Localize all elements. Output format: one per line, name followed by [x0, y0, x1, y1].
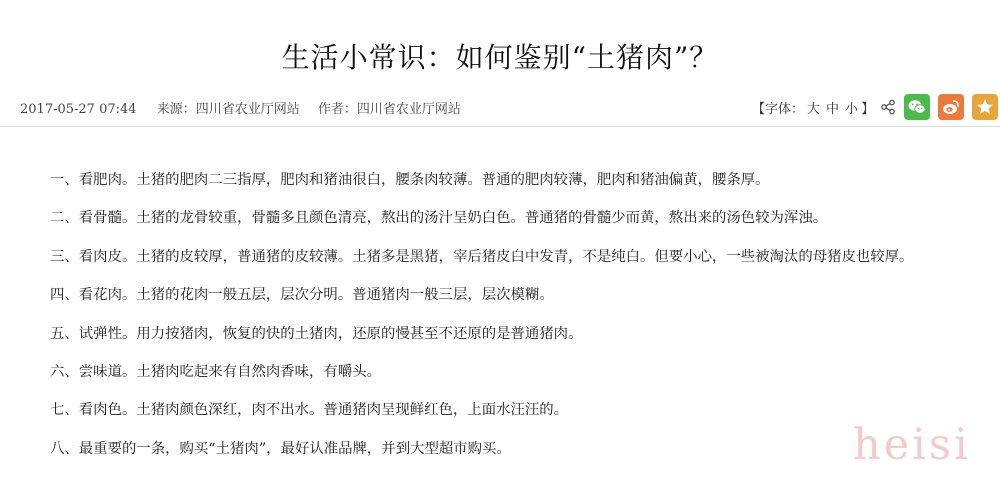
paragraph: 六、尝味道。土猪肉吃起来有自然肉香味，有嚼头。: [50, 363, 381, 380]
paragraph: 四、看花肉。土猪的花肉一般五层，层次分明。普通猪肉一般三层，层次模糊。: [50, 287, 554, 304]
font-size-small-button[interactable]: 小: [845, 101, 859, 117]
font-size-bracket-close: 】: [861, 101, 875, 117]
weibo-icon: [941, 98, 961, 116]
paragraph: 八、最重要的一条，购买“土猪肉”，最好认准品牌，并到大型超市购买。: [50, 440, 511, 457]
watermark: heisi: [853, 420, 971, 470]
font-size-large-button[interactable]: 大: [807, 101, 821, 117]
wechat-share-button[interactable]: [904, 94, 930, 120]
page-title: 生活小常识：如何鉴别“土猪肉”？: [281, 41, 719, 74]
article-body: [50, 171, 990, 478]
paragraph: 一、看肥肉。土猪的肥肉二三指厚，肥肉和猪油很白，腰条肉较薄。普通的肥肉较薄，肥肉和猪油偏黄，腰条厚。: [50, 172, 770, 188]
star-icon: [976, 98, 994, 116]
paragraph: 二、看骨髓。土猪的龙骨较重，骨髓多且颜色清亮，熬出的汤汁呈奶白色。普通猪的骨髓少而黄，熬出来的汤色较为浑浊。: [50, 210, 828, 227]
paragraph: 五、试弹性。用力按猪肉，恢复的快的土猪肉，还原的慢甚至不还原的是普通猪肉。: [50, 325, 583, 342]
weibo-share-button[interactable]: [938, 94, 964, 120]
favorite-button[interactable]: [972, 94, 998, 120]
article-source: 来源：四川省农业厅网站: [156, 102, 300, 117]
font-size-label: 【字体：: [752, 101, 805, 117]
font-size-control: [752, 98, 874, 117]
article-tools: [752, 94, 998, 120]
paragraph: 三、看肉皮。土猪的皮较厚，普通猪的皮较薄。土猪多是黑猪，宰后猪皮白中发青，不是纯白。但要小心，一些被淘汰的母猪皮也较厚。: [50, 248, 914, 265]
paragraph: 七、看肉色。土猪肉颜色深红，肉不出水。普通猪肉呈现鲜红色，上面水汪汪的。: [50, 402, 569, 419]
share-icon[interactable]: [880, 99, 896, 115]
font-size-medium-button[interactable]: 中: [826, 101, 840, 117]
wechat-icon: [907, 98, 927, 116]
publish-date: 2017-05-27 07:44: [20, 102, 137, 117]
article-meta: [20, 98, 475, 117]
article-meta-bar: [0, 90, 1000, 127]
article-author: 作者：四川省农业厅网站: [317, 102, 461, 117]
